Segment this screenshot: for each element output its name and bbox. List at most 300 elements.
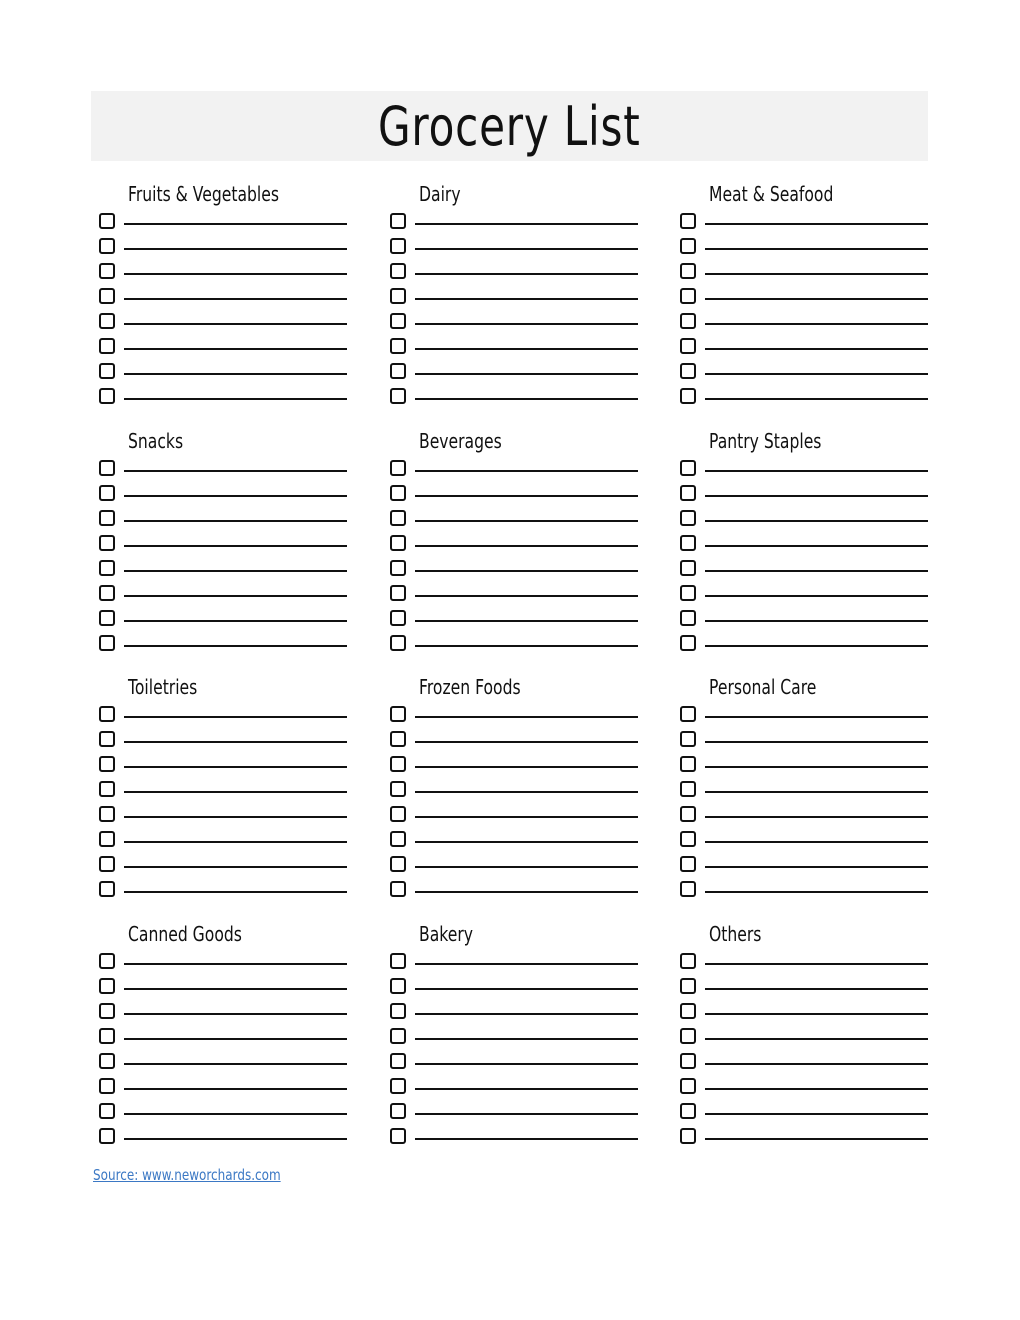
item-write-line[interactable] xyxy=(124,323,347,325)
item-write-line[interactable] xyxy=(415,273,638,275)
item-write-line[interactable] xyxy=(705,595,928,597)
item-checkbox[interactable] xyxy=(99,338,115,354)
list-item xyxy=(99,338,349,363)
item-checkbox[interactable] xyxy=(390,535,406,551)
list-item xyxy=(99,1003,349,1028)
list-item xyxy=(99,460,349,485)
item-write-line[interactable] xyxy=(415,520,638,522)
item-write-line[interactable] xyxy=(705,1088,928,1090)
item-write-line[interactable] xyxy=(415,298,638,300)
item-write-line[interactable] xyxy=(124,620,347,622)
list-item xyxy=(680,288,930,313)
item-checkbox[interactable] xyxy=(680,313,696,329)
item-write-line[interactable] xyxy=(705,545,928,547)
list-item xyxy=(680,1053,930,1078)
list-item xyxy=(99,953,349,978)
item-write-line[interactable] xyxy=(124,841,347,843)
list-item xyxy=(390,806,640,831)
list-item xyxy=(680,978,930,1003)
list-item xyxy=(680,388,930,413)
list-item xyxy=(390,1128,640,1153)
list-item xyxy=(390,610,640,635)
item-checkbox[interactable] xyxy=(99,1078,115,1094)
list-item xyxy=(390,1053,640,1078)
item-checkbox[interactable] xyxy=(99,706,115,722)
item-checkbox[interactable] xyxy=(390,831,406,847)
page-title: Grocery List xyxy=(378,94,641,158)
item-write-line[interactable] xyxy=(705,620,928,622)
item-checkbox[interactable] xyxy=(390,1028,406,1044)
item-checkbox[interactable] xyxy=(680,831,696,847)
item-checkbox[interactable] xyxy=(99,363,115,379)
item-checkbox[interactable] xyxy=(99,1128,115,1144)
list-item xyxy=(390,1028,640,1053)
item-write-line[interactable] xyxy=(415,866,638,868)
item-write-line[interactable] xyxy=(705,766,928,768)
item-write-line[interactable] xyxy=(124,373,347,375)
list-item xyxy=(390,485,640,510)
item-write-line[interactable] xyxy=(124,891,347,893)
item-checkbox[interactable] xyxy=(390,953,406,969)
list-item xyxy=(390,213,640,238)
item-write-line[interactable] xyxy=(705,495,928,497)
list-item xyxy=(680,756,930,781)
item-checkbox[interactable] xyxy=(390,585,406,601)
item-write-line[interactable] xyxy=(124,520,347,522)
item-write-line[interactable] xyxy=(415,323,638,325)
item-checkbox[interactable] xyxy=(99,781,115,797)
list-item xyxy=(680,510,930,535)
section-heading: Snacks xyxy=(128,428,184,453)
item-write-line[interactable] xyxy=(705,791,928,793)
item-checkbox[interactable] xyxy=(390,706,406,722)
item-checkbox[interactable] xyxy=(680,263,696,279)
item-checkbox[interactable] xyxy=(680,731,696,747)
item-write-line[interactable] xyxy=(124,595,347,597)
list-item xyxy=(99,731,349,756)
list-item xyxy=(390,288,640,313)
item-checkbox[interactable] xyxy=(390,560,406,576)
list-item xyxy=(680,1128,930,1153)
list-item xyxy=(99,1128,349,1153)
item-write-line[interactable] xyxy=(415,988,638,990)
item-checkbox[interactable] xyxy=(99,978,115,994)
item-write-line[interactable] xyxy=(415,595,638,597)
list-item xyxy=(390,781,640,806)
item-write-line[interactable] xyxy=(415,348,638,350)
item-write-line[interactable] xyxy=(415,1138,638,1140)
item-checkbox[interactable] xyxy=(680,560,696,576)
item-checkbox[interactable] xyxy=(390,856,406,872)
item-checkbox[interactable] xyxy=(680,585,696,601)
list-item xyxy=(680,610,930,635)
item-checkbox[interactable] xyxy=(680,1003,696,1019)
item-write-line[interactable] xyxy=(705,248,928,250)
item-checkbox[interactable] xyxy=(680,460,696,476)
item-write-line[interactable] xyxy=(705,716,928,718)
item-write-line[interactable] xyxy=(415,1038,638,1040)
item-checkbox[interactable] xyxy=(99,263,115,279)
list-item xyxy=(680,781,930,806)
item-write-line[interactable] xyxy=(705,1138,928,1140)
item-write-line[interactable] xyxy=(705,1113,928,1115)
item-checkbox[interactable] xyxy=(390,313,406,329)
list-item xyxy=(680,363,930,388)
item-checkbox[interactable] xyxy=(99,213,115,229)
item-write-line[interactable] xyxy=(705,891,928,893)
list-item xyxy=(680,1103,930,1128)
item-write-line[interactable] xyxy=(415,495,638,497)
section-heading: Bakery xyxy=(418,922,473,947)
item-write-line[interactable] xyxy=(415,570,638,572)
item-checkbox[interactable] xyxy=(680,388,696,404)
item-write-line[interactable] xyxy=(415,791,638,793)
list-item xyxy=(680,560,930,585)
item-checkbox[interactable] xyxy=(680,1053,696,1069)
item-checkbox[interactable] xyxy=(390,1128,406,1144)
list-item xyxy=(680,1003,930,1028)
item-checkbox[interactable] xyxy=(390,1053,406,1069)
list-item xyxy=(390,953,640,978)
item-checkbox[interactable] xyxy=(680,238,696,254)
list-item xyxy=(680,213,930,238)
list-item xyxy=(390,706,640,731)
item-write-line[interactable] xyxy=(705,373,928,375)
list-item xyxy=(680,635,930,660)
list-item xyxy=(390,1078,640,1103)
item-checkbox[interactable] xyxy=(390,263,406,279)
list-item xyxy=(390,535,640,560)
item-write-line[interactable] xyxy=(705,741,928,743)
item-write-line[interactable] xyxy=(124,1088,347,1090)
section-heading: Toiletries xyxy=(128,675,198,700)
item-checkbox[interactable] xyxy=(390,1103,406,1119)
item-write-line[interactable] xyxy=(705,1013,928,1015)
list-item xyxy=(99,263,349,288)
list-item xyxy=(390,635,640,660)
item-checkbox[interactable] xyxy=(680,806,696,822)
item-write-line[interactable] xyxy=(415,1088,638,1090)
list-item xyxy=(680,1078,930,1103)
item-checkbox[interactable] xyxy=(99,1003,115,1019)
item-checkbox[interactable] xyxy=(99,731,115,747)
list-item xyxy=(680,313,930,338)
list-item xyxy=(390,831,640,856)
list-item xyxy=(390,263,640,288)
item-checkbox[interactable] xyxy=(99,806,115,822)
list-item xyxy=(390,388,640,413)
list-item xyxy=(680,856,930,881)
item-write-line[interactable] xyxy=(415,1063,638,1065)
item-write-line[interactable] xyxy=(124,1063,347,1065)
section-heading: Beverages xyxy=(418,428,502,453)
list-item xyxy=(99,1028,349,1053)
item-write-line[interactable] xyxy=(705,348,928,350)
item-checkbox[interactable] xyxy=(390,635,406,651)
item-checkbox[interactable] xyxy=(390,781,406,797)
item-checkbox[interactable] xyxy=(99,831,115,847)
item-write-line[interactable] xyxy=(415,1113,638,1115)
list-item xyxy=(390,585,640,610)
item-checkbox[interactable] xyxy=(390,288,406,304)
list-item xyxy=(390,756,640,781)
item-write-line[interactable] xyxy=(124,495,347,497)
list-item xyxy=(99,238,349,263)
item-write-line[interactable] xyxy=(124,741,347,743)
item-write-line[interactable] xyxy=(124,816,347,818)
list-item xyxy=(680,953,930,978)
item-write-line[interactable] xyxy=(705,866,928,868)
item-write-line[interactable] xyxy=(705,1063,928,1065)
list-item xyxy=(99,560,349,585)
item-checkbox[interactable] xyxy=(390,610,406,626)
list-item xyxy=(390,978,640,1003)
list-item xyxy=(99,706,349,731)
list-item xyxy=(99,535,349,560)
item-write-line[interactable] xyxy=(124,1138,347,1140)
item-checkbox[interactable] xyxy=(390,1003,406,1019)
item-checkbox[interactable] xyxy=(99,1028,115,1044)
item-checkbox[interactable] xyxy=(99,460,115,476)
list-item xyxy=(99,635,349,660)
item-write-line[interactable] xyxy=(415,816,638,818)
item-write-line[interactable] xyxy=(415,1013,638,1015)
title-bar xyxy=(91,91,928,161)
list-item xyxy=(390,560,640,585)
item-write-line[interactable] xyxy=(415,963,638,965)
item-write-line[interactable] xyxy=(415,841,638,843)
item-write-line[interactable] xyxy=(124,988,347,990)
item-checkbox[interactable] xyxy=(390,806,406,822)
item-write-line[interactable] xyxy=(124,1038,347,1040)
list-item xyxy=(390,1003,640,1028)
list-item xyxy=(390,338,640,363)
item-checkbox[interactable] xyxy=(680,706,696,722)
item-checkbox[interactable] xyxy=(390,756,406,772)
list-item xyxy=(99,510,349,535)
item-write-line[interactable] xyxy=(124,545,347,547)
item-write-line[interactable] xyxy=(415,741,638,743)
list-item xyxy=(99,585,349,610)
list-item xyxy=(99,388,349,413)
item-checkbox[interactable] xyxy=(99,635,115,651)
item-write-line[interactable] xyxy=(415,470,638,472)
list-item xyxy=(680,731,930,756)
item-write-line[interactable] xyxy=(705,988,928,990)
list-item xyxy=(99,485,349,510)
item-write-line[interactable] xyxy=(705,470,928,472)
item-checkbox[interactable] xyxy=(99,953,115,969)
item-write-line[interactable] xyxy=(415,248,638,250)
item-write-line[interactable] xyxy=(124,963,347,965)
item-checkbox[interactable] xyxy=(390,238,406,254)
list-item xyxy=(390,313,640,338)
item-write-line[interactable] xyxy=(415,398,638,400)
item-checkbox[interactable] xyxy=(680,1078,696,1094)
list-item xyxy=(680,881,930,906)
item-checkbox[interactable] xyxy=(390,460,406,476)
item-checkbox[interactable] xyxy=(99,313,115,329)
section-heading: Meat & Seafood xyxy=(709,182,834,206)
item-checkbox[interactable] xyxy=(680,635,696,651)
item-checkbox[interactable] xyxy=(680,213,696,229)
item-checkbox[interactable] xyxy=(680,288,696,304)
item-write-line[interactable] xyxy=(124,791,347,793)
section-heading: Dairy xyxy=(418,182,461,206)
item-checkbox[interactable] xyxy=(680,781,696,797)
list-item xyxy=(680,263,930,288)
list-item xyxy=(99,806,349,831)
item-write-line[interactable] xyxy=(124,398,347,400)
item-checkbox[interactable] xyxy=(680,1028,696,1044)
item-write-line[interactable] xyxy=(705,223,928,225)
list-item xyxy=(99,1103,349,1128)
item-checkbox[interactable] xyxy=(99,388,115,404)
list-item xyxy=(99,781,349,806)
item-checkbox[interactable] xyxy=(680,363,696,379)
item-checkbox[interactable] xyxy=(390,510,406,526)
list-item xyxy=(99,756,349,781)
section-heading: Others xyxy=(709,922,762,947)
item-checkbox[interactable] xyxy=(680,856,696,872)
item-checkbox[interactable] xyxy=(99,535,115,551)
item-checkbox[interactable] xyxy=(680,953,696,969)
list-item xyxy=(99,1078,349,1103)
item-checkbox[interactable] xyxy=(99,510,115,526)
item-write-line[interactable] xyxy=(705,570,928,572)
item-checkbox[interactable] xyxy=(680,510,696,526)
item-write-line[interactable] xyxy=(415,223,638,225)
item-write-line[interactable] xyxy=(124,248,347,250)
section-heading: Personal Care xyxy=(709,675,817,700)
item-write-line[interactable] xyxy=(705,398,928,400)
item-checkbox[interactable] xyxy=(390,213,406,229)
item-checkbox[interactable] xyxy=(680,338,696,354)
item-checkbox[interactable] xyxy=(680,485,696,501)
item-checkbox[interactable] xyxy=(390,978,406,994)
item-write-line[interactable] xyxy=(124,348,347,350)
list-item xyxy=(680,806,930,831)
item-write-line[interactable] xyxy=(705,298,928,300)
list-item xyxy=(390,856,640,881)
item-write-line[interactable] xyxy=(705,816,928,818)
item-checkbox[interactable] xyxy=(99,238,115,254)
item-write-line[interactable] xyxy=(124,570,347,572)
list-item xyxy=(680,238,930,263)
item-write-line[interactable] xyxy=(415,716,638,718)
item-write-line[interactable] xyxy=(705,323,928,325)
item-write-line[interactable] xyxy=(415,373,638,375)
item-checkbox[interactable] xyxy=(99,881,115,897)
item-write-line[interactable] xyxy=(124,716,347,718)
item-checkbox[interactable] xyxy=(99,585,115,601)
item-write-line[interactable] xyxy=(124,1113,347,1115)
item-checkbox[interactable] xyxy=(390,731,406,747)
item-checkbox[interactable] xyxy=(680,1128,696,1144)
item-checkbox[interactable] xyxy=(99,756,115,772)
list-item xyxy=(99,1053,349,1078)
list-item xyxy=(390,510,640,535)
list-item xyxy=(680,1028,930,1053)
item-write-line[interactable] xyxy=(705,520,928,522)
item-checkbox[interactable] xyxy=(99,1053,115,1069)
item-write-line[interactable] xyxy=(124,866,347,868)
section-heading: Frozen Foods xyxy=(418,675,521,700)
item-checkbox[interactable] xyxy=(390,881,406,897)
item-checkbox[interactable] xyxy=(680,756,696,772)
item-write-line[interactable] xyxy=(124,645,347,647)
item-checkbox[interactable] xyxy=(390,485,406,501)
item-write-line[interactable] xyxy=(705,963,928,965)
list-item xyxy=(680,485,930,510)
item-checkbox[interactable] xyxy=(390,1078,406,1094)
item-write-line[interactable] xyxy=(124,766,347,768)
item-checkbox[interactable] xyxy=(680,978,696,994)
item-write-line[interactable] xyxy=(415,645,638,647)
item-checkbox[interactable] xyxy=(390,363,406,379)
item-checkbox[interactable] xyxy=(99,485,115,501)
list-item xyxy=(99,856,349,881)
item-write-line[interactable] xyxy=(705,841,928,843)
list-item xyxy=(390,460,640,485)
item-write-line[interactable] xyxy=(705,645,928,647)
list-item xyxy=(99,313,349,338)
item-write-line[interactable] xyxy=(124,223,347,225)
list-item xyxy=(680,831,930,856)
item-checkbox[interactable] xyxy=(680,535,696,551)
item-checkbox[interactable] xyxy=(680,610,696,626)
item-checkbox[interactable] xyxy=(99,288,115,304)
item-checkbox[interactable] xyxy=(99,856,115,872)
item-write-line[interactable] xyxy=(415,545,638,547)
list-item xyxy=(390,363,640,388)
item-checkbox[interactable] xyxy=(390,338,406,354)
item-write-line[interactable] xyxy=(124,273,347,275)
item-write-line[interactable] xyxy=(124,298,347,300)
list-item xyxy=(680,338,930,363)
item-checkbox[interactable] xyxy=(680,881,696,897)
list-item xyxy=(390,238,640,263)
item-checkbox[interactable] xyxy=(680,1103,696,1119)
item-write-line[interactable] xyxy=(705,273,928,275)
item-write-line[interactable] xyxy=(124,1013,347,1015)
list-item xyxy=(99,213,349,238)
list-item xyxy=(99,363,349,388)
list-item xyxy=(99,288,349,313)
source-link[interactable]: Source: www.neworchards.com xyxy=(93,1166,281,1184)
item-checkbox[interactable] xyxy=(390,388,406,404)
list-item xyxy=(99,978,349,1003)
list-item xyxy=(99,831,349,856)
item-write-line[interactable] xyxy=(705,1038,928,1040)
list-item xyxy=(680,535,930,560)
item-checkbox[interactable] xyxy=(99,560,115,576)
item-write-line[interactable] xyxy=(415,891,638,893)
list-item xyxy=(99,881,349,906)
list-item xyxy=(680,585,930,610)
item-checkbox[interactable] xyxy=(99,1103,115,1119)
item-write-line[interactable] xyxy=(415,766,638,768)
section-heading: Canned Goods xyxy=(128,922,242,947)
section-heading: Pantry Staples xyxy=(709,428,822,453)
item-checkbox[interactable] xyxy=(99,610,115,626)
item-write-line[interactable] xyxy=(415,620,638,622)
list-item xyxy=(99,610,349,635)
item-write-line[interactable] xyxy=(124,470,347,472)
list-item xyxy=(390,881,640,906)
section-heading: Fruits & Vegetables xyxy=(128,182,280,206)
list-item xyxy=(390,1103,640,1128)
